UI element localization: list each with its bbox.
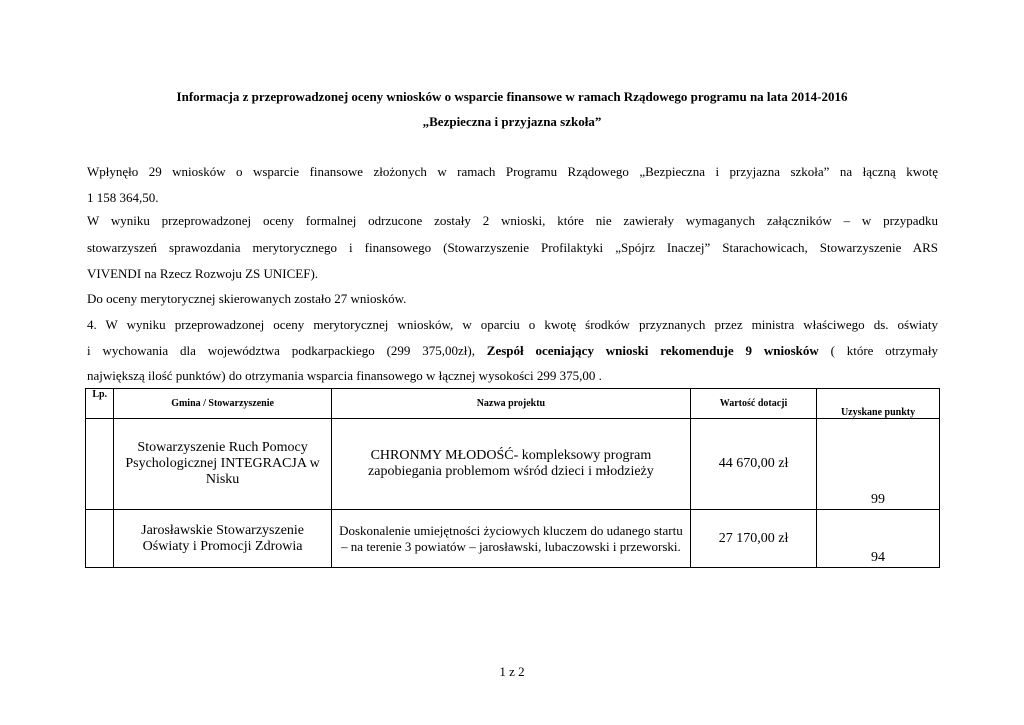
- program-name: „Bezpieczna i przyjazna szkoła”: [422, 114, 602, 129]
- paragraph-4-text-pre: i wychowania dla województwa podkarpackiego (299 375,00zł),: [87, 343, 487, 358]
- row-gmina: Jarosławskie Stowarzyszenie Oświaty i Promocji Zdrowia: [114, 510, 331, 568]
- paragraph-2-line-1: W wyniku przeprowadzonej oceny formalnej odrzucone zostały 2 wnioski, które nie zawierały wymaganych załączników – w przypadku: [87, 213, 938, 228]
- recommendation-highlight: Zespół oceniający wnioski rekomenduje 9 wniosków: [486, 343, 819, 358]
- row-gmina: Stowarzyszenie Ruch Pomocy Psychologicznej INTEGRACJA w Nisku: [114, 419, 331, 510]
- header-wartosc: Wartość dotacji: [691, 389, 817, 419]
- paragraph-1-line-1: Wpłynęło 29 wniosków o wsparcie finansowe złożonych w ramach Programu Rządowego „Bezpieczna i przyjazna szkoła” na łączną kwotę: [87, 164, 938, 179]
- paragraph-4-line-2: [87, 338, 938, 364]
- row-wartosc: 27 170,00 zł: [691, 510, 817, 568]
- document-title: Informacja z przeprowadzonej oceny wniosków o wsparcie finansowe w ramach Rządowego programu na lata 2014-2016: [176, 89, 848, 104]
- row-wartosc: 44 670,00 zł: [691, 419, 817, 510]
- paragraph-1-line-2: 1 158 364,50.: [87, 190, 159, 205]
- table-row: [86, 510, 940, 568]
- grants-table: [85, 388, 940, 568]
- page-number: 1 z 2: [499, 664, 525, 679]
- header-gmina: Gmina / Stowarzyszenie: [114, 389, 331, 419]
- paragraph-3: Do oceny merytorycznej skierowanych zostało 27 wniosków.: [87, 291, 407, 306]
- row-nazwa: CHRONMY MŁODOŚĆ- kompleksowy program zapobiegania problemom wśród dzieci i młodzieży: [331, 419, 690, 510]
- paragraph-4-line-3: największą ilość punktów) do otrzymania wsparcia finansowego w łącznej wysokości 299 375,00 .: [87, 368, 602, 383]
- table-row: [86, 419, 940, 510]
- paragraph-2-line-2: stowarzyszeń sprawozdania merytorycznego i finansowego (Stowarzyszenie Profilaktyki „Spójrz Inaczej” Starachowicach, Stowarzyszenie ARS: [87, 240, 938, 255]
- header-nazwa: Nazwa projektu: [331, 389, 690, 419]
- row-punkty: 94: [817, 510, 940, 568]
- header-punkty: Uzyskane punkty: [817, 389, 940, 419]
- header-lp: Lp.: [86, 389, 114, 419]
- paragraph-2-line-3: VIVENDI na Rzecz Rozwoju ZS UNICEF).: [87, 266, 319, 281]
- row-punkty: 99: [817, 419, 940, 510]
- table-header-row: [86, 389, 940, 419]
- row-nazwa: Doskonalenie umiejętności życiowych kluczem do udanego startu – na terenie 3 powiatów – jarosławski, lubaczowski i przeworski.: [331, 510, 690, 568]
- row-lp: [86, 419, 114, 510]
- row-lp: [86, 510, 114, 568]
- paragraph-4-text-post: ( które otrzymały: [818, 343, 938, 358]
- paragraph-4-line-1: 4. W wyniku przeprowadzonej oceny merytorycznej wniosków, w oparciu o kwotę środków przyznanych przez ministra właściwego ds. oświaty: [87, 317, 938, 332]
